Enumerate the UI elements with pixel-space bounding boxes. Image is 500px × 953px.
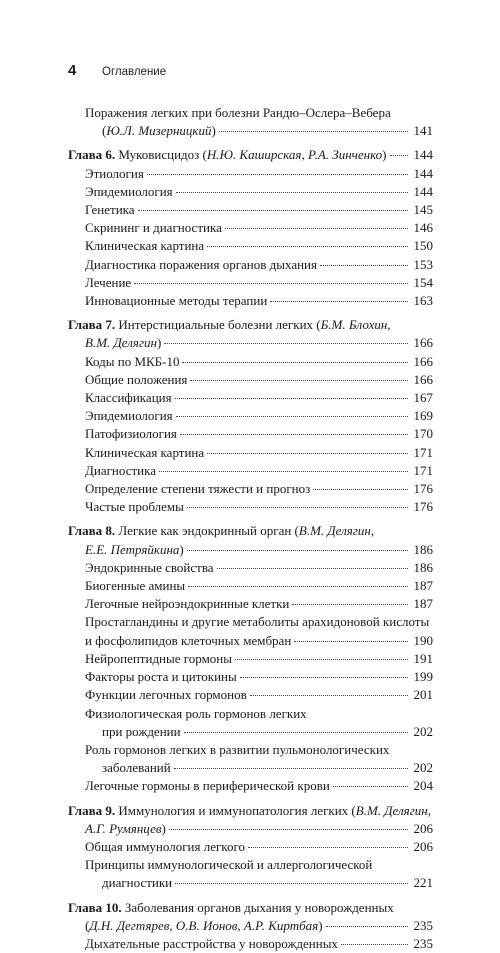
toc-line [85,274,433,292]
dot-leader [176,192,408,193]
dot-leader [190,380,408,381]
toc-entry[interactable] [68,104,433,140]
dot-leader [174,768,408,769]
toc-line-text: Функции легочных гормонов [85,687,247,703]
page-ref: 166 [413,371,433,387]
chapter-authors: Д.Н. Дегтярев, О.В. Ионов, А.Р. Киртбая [89,917,319,933]
toc-line [68,820,433,838]
toc-entry[interactable] [68,292,433,310]
toc-line-text: и фосфолипидов клеточных мембран [85,632,292,648]
toc-line: Глава 7. Интерстициальные болезни легких (Б.М. Блохин, [68,317,391,333]
page-ref: 235 [413,935,433,951]
toc-line-text: Легочные нейроэндокринные клетки [85,596,290,612]
toc-entry[interactable] [68,201,433,219]
toc-line [68,146,433,164]
toc-line [85,407,433,425]
dot-leader [184,732,408,733]
toc-entry[interactable] [68,613,433,649]
toc-line: Простагландины и другие метаболиты арахидоновой кислоты [85,614,430,630]
toc-entry[interactable] [68,498,433,516]
toc-line-text: заболеваний [102,760,171,776]
page-ref: 154 [413,274,433,290]
toc-entry[interactable] [68,741,433,777]
toc-chapter[interactable] [68,522,433,558]
toc-line: Физиологическая роль гормонов легких [85,705,307,721]
toc-line [85,595,433,613]
toc-line-text: при рождении [102,723,181,739]
toc-line [85,480,433,498]
toc-chapter[interactable] [68,899,433,935]
toc-line: Глава 9. Иммунология и иммунопатология легких (В.М. Делягин, [68,802,431,818]
toc-entry[interactable] [68,650,433,668]
toc-entry[interactable] [68,838,433,856]
toc-line-text: Е.Е. Петряйкина) [85,541,184,557]
toc-line-text: Диагностика [85,462,157,478]
toc-entry[interactable] [68,353,433,371]
toc-entry[interactable] [68,856,433,892]
toc-chapter[interactable] [68,802,433,838]
page-ref: 144 [413,183,433,199]
toc-line [85,425,433,443]
toc-entry[interactable] [68,219,433,237]
page-ref: 199 [413,669,433,685]
toc-line: Роль гормонов легких в развитии пульмонологических [85,741,390,757]
dot-leader [217,568,408,569]
page-ref: 187 [413,578,433,594]
chapter-authors: Е.Е. Петряйкина [85,541,180,557]
toc-line-text: Лечение [85,274,132,290]
toc-line-text: Общая иммунология легкого [85,838,245,854]
dot-leader [176,416,408,417]
page-ref: 202 [413,760,433,776]
dot-leader [207,246,408,247]
page-ref: 206 [413,820,433,836]
page-ref: 176 [413,481,433,497]
chapter-authors: В.М. Делягин, [298,523,375,539]
toc-line-text: Дыхательные расстройства у новорожденных [85,935,338,951]
toc-line-text: (Д.Н. Дегтярев, О.В. Ионов, А.Р. Киртбая) [85,917,323,933]
dot-leader [235,659,408,660]
toc-line-text: Эндокринные свойства [85,559,214,575]
page-ref: 141 [413,123,433,139]
chapter-authors: Б.М. Блохин, [320,317,391,333]
dot-leader [390,155,408,156]
toc-line [85,122,433,140]
toc-line-text: Скрининг и диагностика [85,220,222,236]
table-of-contents [68,104,433,953]
toc-entry[interactable] [68,705,433,741]
page-ref: 191 [413,650,433,666]
toc-line-text: Классификация [85,390,172,406]
page-ref: 166 [413,335,433,351]
toc-entry[interactable] [68,256,433,274]
toc-line-text: Общие положения [85,371,188,387]
toc-entry[interactable] [68,183,433,201]
toc-line [85,237,433,255]
toc-entry[interactable] [68,371,433,389]
page-ref: 146 [413,220,433,236]
dot-leader [320,265,408,266]
dot-leader [138,210,408,211]
page-ref: 206 [413,838,433,854]
toc-line [68,541,433,559]
page-ref: 167 [413,390,433,406]
toc-line-text: Этиология [85,165,144,181]
toc-line-text: Нейропептидные гормоны [85,650,232,666]
entry-authors: Ю.Л. Мизерницкий [106,123,212,139]
dot-leader [250,695,408,696]
dot-leader [175,398,408,399]
toc-entry[interactable] [68,935,433,953]
dot-leader [333,786,408,787]
toc-line [85,353,433,371]
toc-line [68,334,433,352]
page-ref: 187 [413,596,433,612]
toc-entry[interactable] [68,559,433,577]
toc-entry[interactable] [68,777,433,795]
toc-line: Глава 10. Заболевания органов дыхания у новорожденных [68,899,394,915]
page-ref: 190 [413,632,433,648]
dot-leader [147,174,408,175]
toc-line [85,371,433,389]
page-ref: 163 [413,293,433,309]
chapter-label: Глава 6. [68,147,116,163]
toc-line-text: Глава 6. Муковисцидоз (Н.Ю. Каширская, Р.А. Зинченко) [68,147,387,163]
chapter-label: Глава 8. [68,523,116,539]
toc-line [85,219,433,237]
dot-leader [164,343,408,344]
dot-leader [240,677,408,678]
dot-leader [219,131,408,132]
chapter-authors: В.М. Делягин, [355,802,431,818]
dot-leader [294,641,408,642]
chapter-label: Глава 7. [68,317,116,333]
toc-entry[interactable] [68,480,433,498]
chapter-authors: А.Г. Румянцев [85,820,162,836]
dot-leader [175,883,408,884]
dot-leader [182,362,408,363]
toc-line-text: Коды по МКБ-10 [85,353,180,369]
page-ref: 171 [413,444,433,460]
section-title: Оглавление [102,66,167,78]
dot-leader [270,301,408,302]
page-ref: 202 [413,723,433,739]
toc-entry[interactable] [68,425,433,443]
toc-line [85,632,433,650]
dot-leader [134,283,408,284]
toc-line [85,165,433,183]
toc-line [85,838,433,856]
chapter-label: Глава 10. [68,899,122,915]
page-ref: 170 [413,426,433,442]
page-ref: 171 [413,462,433,478]
dot-leader [326,926,408,927]
page-header [68,62,438,79]
toc-line-text: Инновационные методы терапии [85,293,268,309]
dot-leader [187,550,408,551]
toc-entry[interactable] [68,595,433,613]
toc-line-text: Частые проблемы [85,499,184,515]
toc-line [85,292,433,310]
chapter-authors: Н.Ю. Каширская, Р.А. Зинченко [206,147,383,163]
toc-entry[interactable] [68,577,433,595]
dot-leader [292,604,408,605]
toc-line [85,650,433,668]
toc-entry[interactable] [68,668,433,686]
toc-line-text: Биогенные амины [85,578,186,594]
page-ref: 166 [413,353,433,369]
toc-line [85,444,433,462]
toc-line [85,201,433,219]
dot-leader [313,489,408,490]
toc-line [85,686,433,704]
toc-line [85,577,433,595]
toc-line [85,759,433,777]
dot-leader [225,228,408,229]
toc-line [85,777,433,795]
page-ref: 169 [413,408,433,424]
toc-line-text: Клиническая картина [85,444,205,460]
toc-line [85,498,433,516]
page-ref: 144 [413,165,433,181]
toc-line-text: Патофизиология [85,426,177,442]
page-ref: 144 [413,147,433,163]
toc-line: Поражения легких при болезни Рандю–Ослера–Вебера [85,105,391,120]
toc-line [85,935,433,953]
page-ref: 204 [413,778,433,794]
toc-line-text: Факторы роста и цитокины [85,669,237,685]
page-ref: 186 [413,559,433,575]
dot-leader [188,586,408,587]
page-ref: 153 [413,256,433,272]
toc-line-text: Легочные гормоны в периферической крови [85,778,330,794]
toc-entry[interactable] [68,462,433,480]
toc-line-text: Эпидемиология [85,408,173,424]
toc-entry[interactable] [68,686,433,704]
toc-entry[interactable] [68,389,433,407]
toc-line-text: Диагностика поражения органов дыхания [85,256,317,272]
toc-line [85,462,433,480]
page-ref: 145 [413,202,433,218]
toc-line [85,668,433,686]
toc-line [85,256,433,274]
toc-line-text: А.Г. Румянцев) [85,820,166,836]
page-ref: 176 [413,499,433,515]
toc-entry[interactable] [68,165,433,183]
chapter-authors: В.М. Делягин [85,335,157,351]
chapter-label: Глава 9. [68,802,116,818]
toc-line: Глава 8. Легкие как эндокринный орган (В.М. Делягин, [68,523,375,539]
dot-leader [187,507,408,508]
page-ref: 235 [413,917,433,933]
toc-line [85,559,433,577]
toc-line-text: Клиническая картина [85,238,205,254]
toc-line [85,389,433,407]
page-ref: 186 [413,541,433,557]
toc-line-text: Эпидемиология [85,183,173,199]
page-number: 4 [68,62,77,79]
page-ref: 221 [413,875,433,891]
toc-entry[interactable] [68,237,433,255]
page-ref: 201 [413,687,433,703]
toc-line: Принципы иммунологической и аллергологической [85,857,373,873]
toc-chapter[interactable] [68,146,433,164]
toc-entry[interactable] [68,407,433,425]
dot-leader [341,944,408,945]
page-ref: 150 [413,238,433,254]
dot-leader [207,453,408,454]
toc-line-text: (Ю.Л. Мизерницкий) [102,123,216,139]
toc-line-text: В.М. Делягин) [85,335,162,351]
toc-line-text: Определение степени тяжести и прогноз [85,481,311,497]
dot-leader [159,471,408,472]
toc-entry[interactable] [68,274,433,292]
toc-entry[interactable] [68,444,433,462]
toc-chapter[interactable] [68,316,433,352]
dot-leader [169,829,408,830]
dot-leader [180,434,408,435]
toc-line-text: диагностики [102,875,173,891]
dot-leader [248,847,408,848]
toc-line [68,917,433,935]
toc-line [85,183,433,201]
toc-line [85,874,433,892]
toc-line [85,723,433,741]
toc-line-text: Генетика [85,202,135,218]
